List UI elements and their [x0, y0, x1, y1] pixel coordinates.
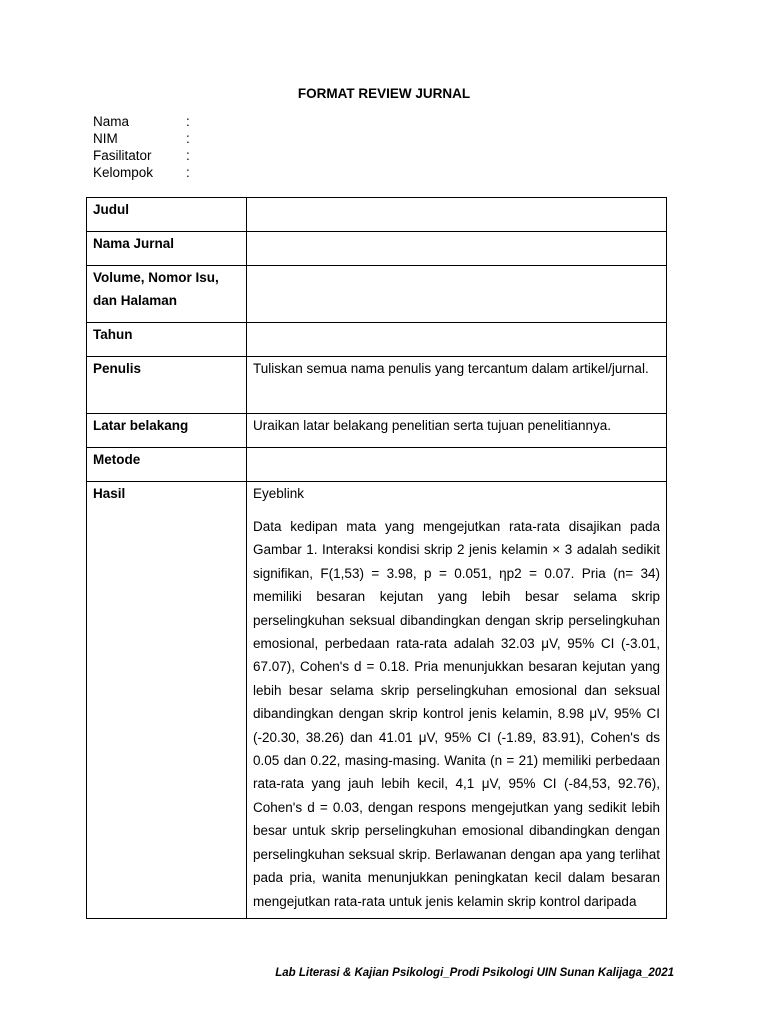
row-label: Judul [87, 198, 247, 232]
identity-label: Kelompok [93, 165, 154, 180]
row-value [247, 232, 667, 266]
page-title: FORMAT REVIEW JURNAL [297, 86, 471, 101]
row-label: Nama Jurnal [87, 232, 247, 266]
identity-row-kelompok [93, 164, 196, 181]
row-label: Metode [87, 448, 247, 482]
identity-label: Nama [93, 114, 130, 129]
row-value: Uraikan latar belakang penelitian serta tujuan penelitiannya. [247, 414, 667, 448]
identity-label: NIM [93, 131, 118, 146]
row-value [247, 448, 667, 482]
row-value [247, 266, 667, 323]
identity-colon: : [186, 114, 190, 129]
identity-colon: : [186, 148, 190, 163]
hasil-subheading: Eyeblink [253, 486, 305, 501]
hasil-paragraph: Data kedipan mata yang mengejutkan rata-rata disajikan pada Gambar 1. Interaksi kondisi skrip 2 jenis kelamin × 3 adalah sedikit signifikan, F(1,53) = 3.98, p = 0.051, ηp2 = 0.07. Pria (n= 34) memiliki besaran kejutan yang lebih besar selama skrip perselingkuhan seksual dibandingkan dengan skrip perselingkuhan emosional, perbedaan rata-rata adalah 32.03 μV, 95% CI (-3.01, 67.07), Cohen's d = 0.18. Pria menunjukkan besaran kejutan yang lebih besar selama skrip perselingkuhan emosional dan seksual dibandingkan dengan skrip kontrol jenis kelamin, 8.98 μV, 95% CI (-20.30, 38.26) dan 41.01 μV, 95% CI (-1.89, 83.91), Cohen's ds 0.05 dan 0.22, masing-masing. Wanita (n = 21) memiliki perbedaan rata-rata yang jauh lebih kecil, 4,1 μV, 95% CI (-84,53, 92.76), Cohen's d = 0.03, dengan respons mengejutkan yang sedikit lebih besar untuk skrip perselingkuhan emosional dibandingkan dengan perselingkuhan seksual skrip. Berlawanan dengan apa yang terlihat pada pria, wanita menunjukkan peningkatan kecil dalam besaran mengejutkan rata-rata untuk jenis kelamin skrip kontrol daripada [253, 519, 660, 909]
row-nama-jurnal [87, 232, 667, 266]
identity-block [93, 113, 196, 181]
row-label: Hasil [87, 482, 247, 919]
identity-colon: : [186, 131, 190, 146]
row-judul [87, 198, 667, 232]
identity-colon: : [186, 165, 190, 180]
row-tahun [87, 323, 667, 357]
identity-label: Fasilitator [93, 148, 152, 163]
row-latar-belakang [87, 414, 667, 448]
review-table [86, 197, 667, 919]
row-penulis [87, 357, 667, 414]
identity-row-nama [93, 113, 196, 130]
row-label: Latar belakang [87, 414, 247, 448]
identity-row-fasilitator [93, 147, 196, 164]
identity-row-nim [93, 130, 196, 147]
page-footer: Lab Literasi & Kajian Psikologi_Prodi Psikologi UIN Sunan Kalijaga_2021 [275, 967, 674, 979]
row-hasil [87, 482, 667, 919]
row-value [247, 482, 667, 919]
row-label: Volume, Nomor Isu, dan Halaman [87, 266, 247, 323]
row-metode [87, 448, 667, 482]
row-value: Tuliskan semua nama penulis yang tercantum dalam artikel/jurnal. [247, 357, 667, 414]
row-label: Penulis [87, 357, 247, 414]
hasil-content [253, 482, 660, 918]
row-value [247, 198, 667, 232]
row-volume [87, 266, 667, 323]
row-label: Tahun [87, 323, 247, 357]
row-value [247, 323, 667, 357]
